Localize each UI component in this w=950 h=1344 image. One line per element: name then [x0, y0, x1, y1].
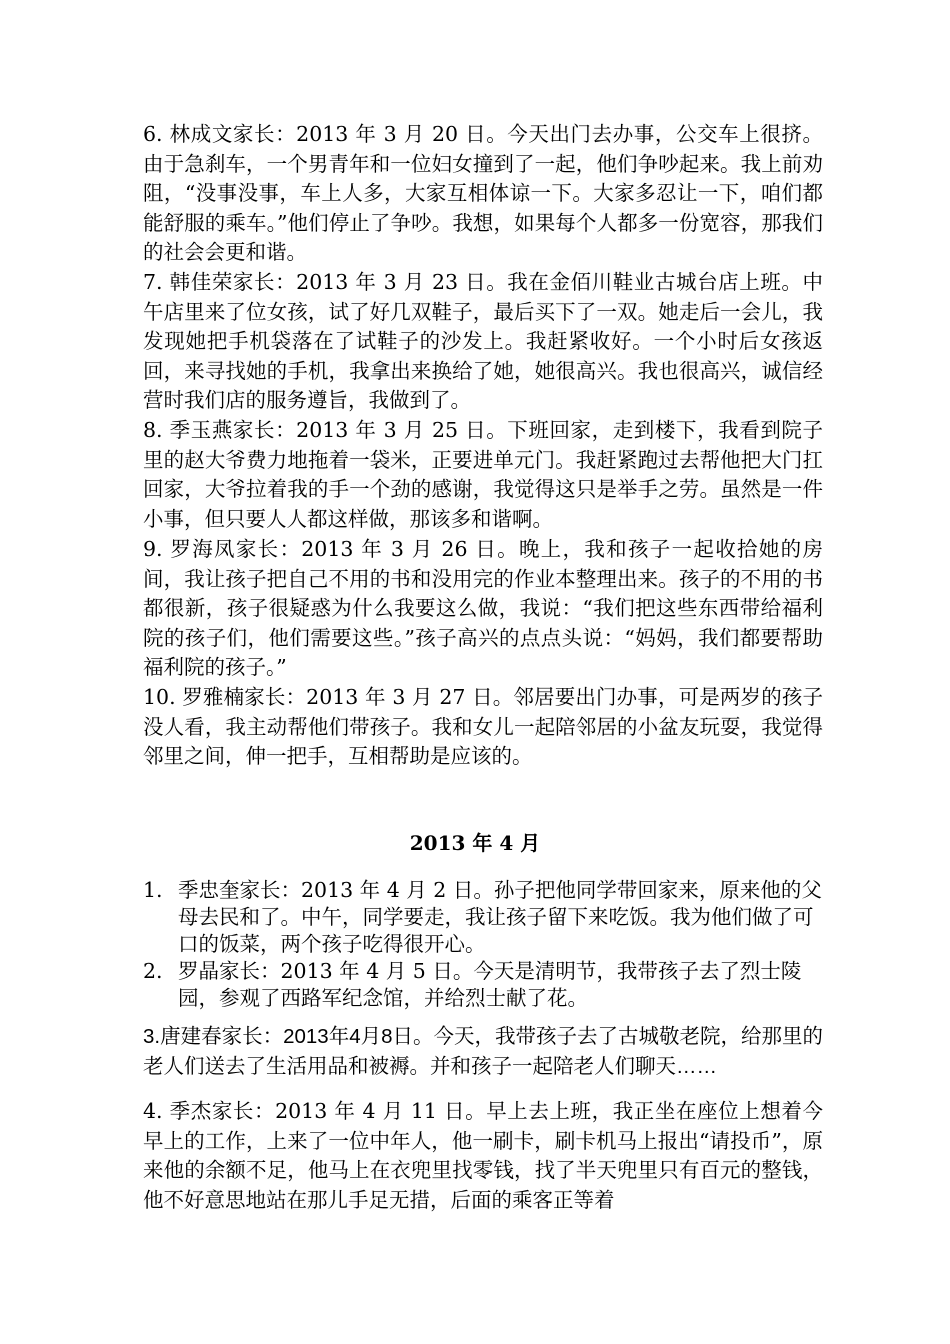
section-heading-april: 2013 年 4 月 — [409, 831, 541, 855]
list-item-number: 1. — [143, 878, 163, 902]
entry-paragraph-4: 4. 季杰家长：2013 年 4 月 11 日。早上去上班，我正坐在座位上想着今早上的工作，上来了一位中年人，他一刷卡，刷卡机马上报出“请投币”，原来他的余额不足，他马上在衣兜里找零钱，找了半天兜里只有百元的整钱，他不好意思地站在那儿手足无措，后面的乘客正等着 — [143, 1099, 823, 1212]
entry-paragraph-8: 8. 季玉燕家长：2013 年 3 月 25 日。下班回家，走到楼下，我看到院子里的赵大爷费力地拖着一袋米，正要进单元门。我赶紧跑过去帮他把大门扛回家，大爷拉着我的手一个劲的感谢，我觉得这只是举手之劳。虽然是一件小事，但只要人人都这样做，那该多和谐啊。 — [143, 418, 823, 531]
entry-paragraph-7: 7. 韩佳荣家长：2013 年 3 月 23 日。我在金佰川鞋业古城台店上班。中午店里来了位女孩，试了好几双鞋子，最后买下了一双。她走后一会儿，我发现她把手机袋落在了试鞋子的沙发上。我赶紧收好。一个小时后女孩返回，来寻找她的手机，我拿出来换给了她，她很高兴。我也很高兴，诚信经营时我们店的服务遵旨，我做到了。 — [143, 270, 823, 412]
entry-paragraph-9: 9. 罗海凤家长：2013 年 3 月 26 日。晚上，我和孩子一起收拾她的房间，我让孩子把自己不用的书和没用完的作业本整理出来。孩子的不用的书都很新，孩子很疑惑为什么我要这么做，我说：“我们把这些东西带给福利院的孩子们，他们需要这些。”孩子高兴的点点头说：“妈妈，我们都要帮助福利院的孩子。” — [143, 537, 823, 679]
list-item-number: 2. — [143, 959, 163, 983]
list-item-text: 季忠奎家长：2013 年 4 月 2 日。孙子把他同学带回家来，原来他的父母去民和了。中午，同学要走，我让孩子留下来吃饭。我为他们做了可口的饭菜，两个孩子吃得很开心。 — [178, 878, 822, 956]
list-item-text: 罗晶家长：2013 年 4 月 5 日。今天是清明节，我带孩子去了烈士陵园，参观了西路军纪念馆，并给烈士献了花。 — [178, 959, 802, 1010]
list-item — [143, 877, 823, 958]
entry-paragraph-6: 6. 林成文家长：2013 年 3 月 20 日。今天出门去办事，公交车上很挤。由于急刹车，一个男青年和一位妇女撞到了一起，他们争吵起来。我上前劝阻，“没事没事，车上人多，大家互相体谅一下。大家多忍让一下，咱们都能舒服的乘车。”他们停止了争吵。我想，如果每个人都多一份宽容，那我们的社会会更和谐。 — [143, 122, 823, 264]
entry-paragraph-3: 3.唐建春家长：2013年4月8日。今天，我带孩子去了古城敬老院，给那里的老人们送去了生活用品和被褥。并和孩子一起陪老人们聊天…… — [143, 1025, 824, 1078]
list-item — [143, 958, 823, 1012]
entry-paragraph-10: 10. 罗雅楠家长：2013 年 3 月 27 日。邻居要出门办事，可是两岁的孩子没人看，我主动帮他们带孩子。我和女儿一起陪邻居的小盆友玩耍，我觉得邻里之间，伸一把手，互相帮助是应该的。 — [143, 685, 823, 768]
april-numbered-list — [143, 877, 823, 1012]
